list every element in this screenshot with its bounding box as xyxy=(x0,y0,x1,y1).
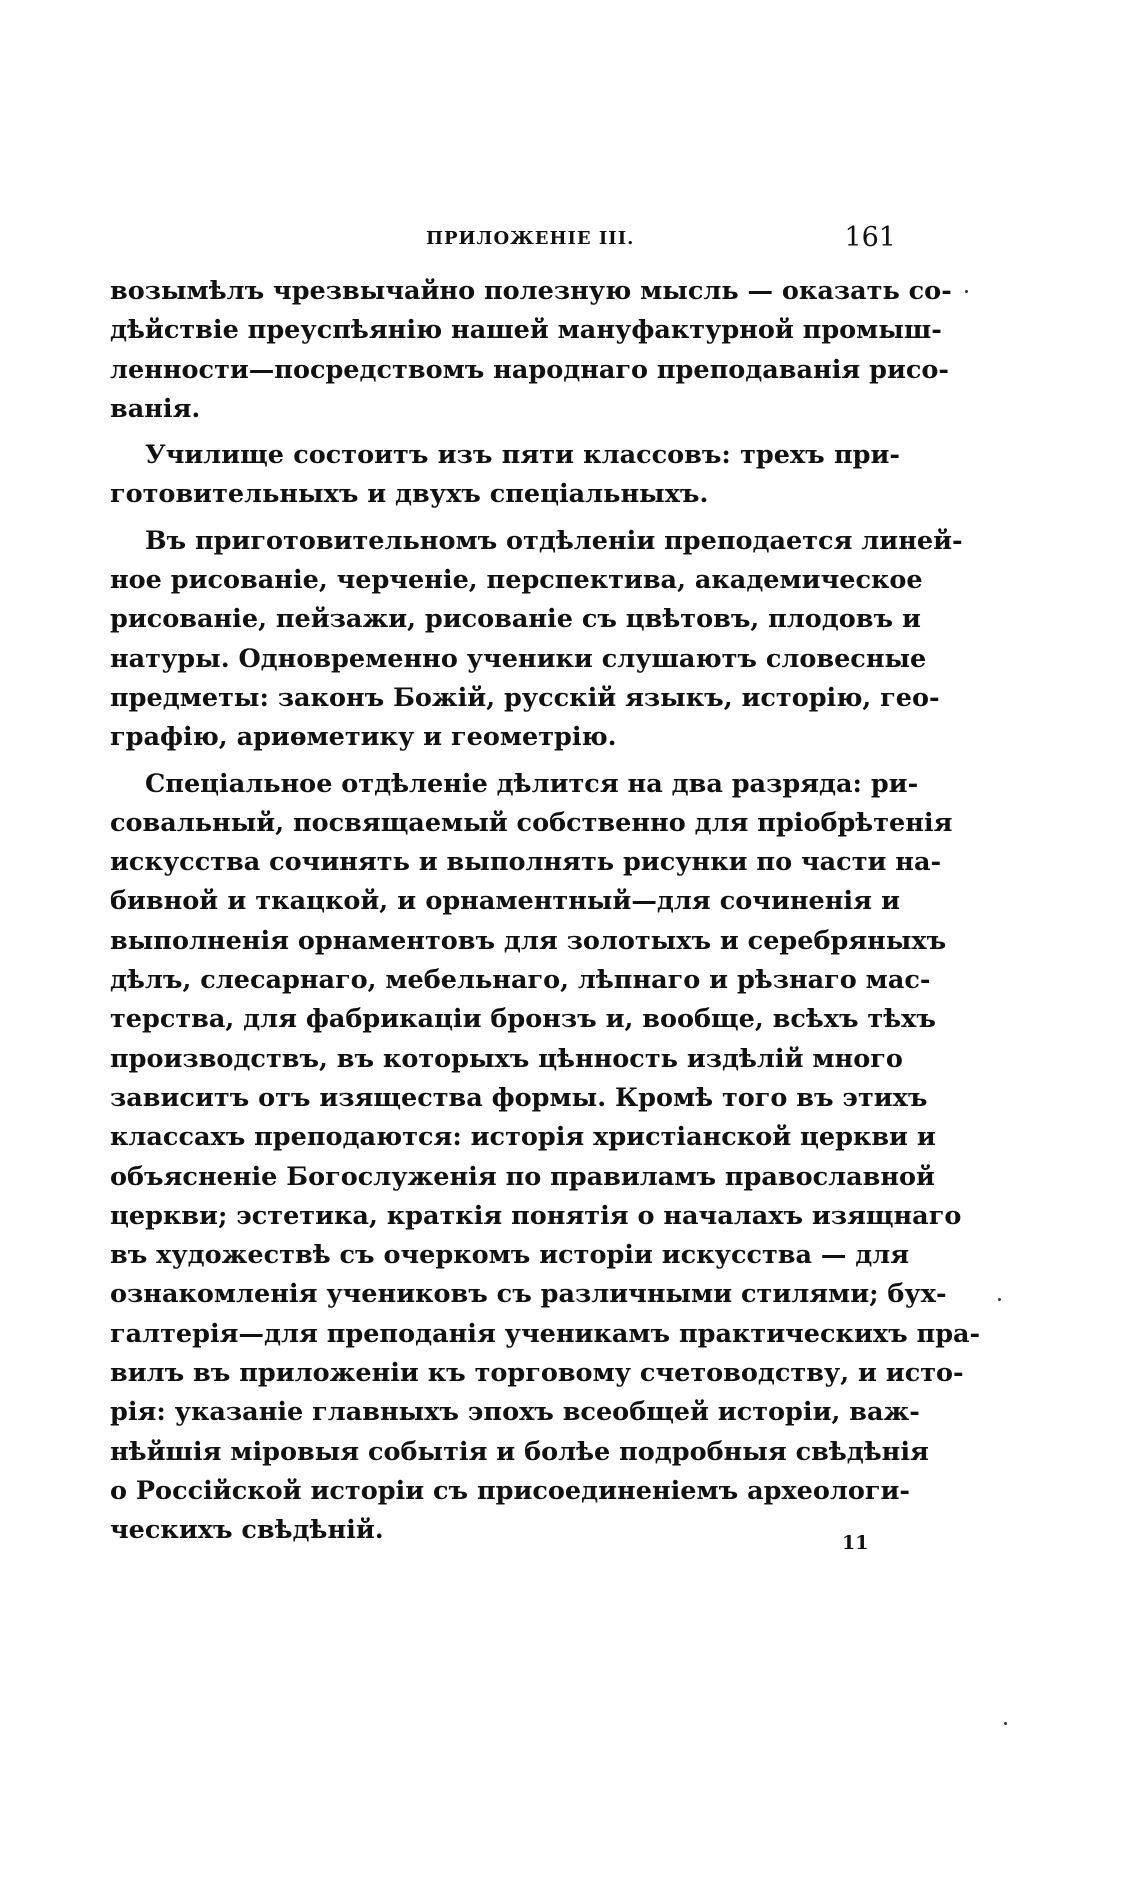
text-line: совальный, посвящаемый собственно для пріобрѣтенія xyxy=(110,807,953,838)
text-line: производствъ, въ которыхъ цѣнность издѣлій много xyxy=(110,1043,903,1074)
text-line: натуры. Одновременно ученики слушаютъ словесные xyxy=(110,643,927,674)
text-line: зависитъ отъ изящества формы. Кромѣ того въ этихъ xyxy=(110,1082,928,1113)
text-line: выполненія орнаментовъ для золотыхъ и серебряныхъ xyxy=(110,925,947,956)
text-line: вилъ въ приложеніи къ торговому счетоводству, и исто- xyxy=(110,1358,964,1389)
text-line: ознакомленія учениковъ съ различными стилями; бух- xyxy=(110,1279,947,1310)
text-line: Спеціальное отдѣленіе дѣлится на два разряда: ри- xyxy=(145,768,919,799)
text-line: ческихъ свѣдѣній. xyxy=(110,1515,384,1546)
text-line: искусства сочинять и выполнять рисунки по части на- xyxy=(110,847,942,878)
text-line: ное рисованіе, черченіе, перспектива, академическое xyxy=(110,565,923,596)
text-line: предметы: законъ Божій, русскій языкъ, исторію, гео- xyxy=(110,682,940,713)
paragraph-gap xyxy=(110,515,900,522)
text-line: дѣйствіе преуспѣянію нашей мануфактурной промыш- xyxy=(110,315,942,346)
signature-mark: 11 xyxy=(842,1532,869,1554)
print-speck xyxy=(998,1298,1001,1301)
text-line: церкви; эстетика, краткія понятія о началахъ изящнаго xyxy=(110,1200,962,1231)
text-line: ванія. xyxy=(110,393,201,424)
running-title: ПРИЛОЖЕНІЕ III. xyxy=(426,228,635,249)
body-text xyxy=(110,272,981,1551)
text-line: галтерія—для преподанія ученикамъ практическихъ пра- xyxy=(110,1318,981,1349)
paragraph-gap xyxy=(110,758,900,765)
paragraph xyxy=(110,522,963,758)
text-line: въ художествѣ съ очеркомъ исторіи искусства — для xyxy=(110,1240,910,1271)
paragraph xyxy=(110,436,900,515)
text-line: готовительныхъ и двухъ спеціальныхъ. xyxy=(110,479,709,510)
page-number: 161 xyxy=(844,222,896,253)
text-line: возымѣлъ чрезвычайно полезную мысль — оказать со- xyxy=(110,276,952,306)
text-line: Училище состоитъ изъ пяти классовъ: трехъ при- xyxy=(145,440,900,471)
text-line: бивной и ткацкой, и орнаментный—для сочиненія и xyxy=(110,886,900,917)
text-line: дѣлъ, слесарнаго, мебельнаго, лѣпнаго и рѣзнаго мас- xyxy=(110,965,931,996)
print-speck xyxy=(1004,1722,1007,1725)
text-line: Въ приготовительномъ отдѣленіи преподается линей- xyxy=(145,525,963,556)
text-line: классахъ преподаются: исторія христіанской церкви и xyxy=(110,1122,936,1153)
text-line: терства, для фабрикаціи бронзъ и, вообще, всѣхъ тѣхъ xyxy=(110,1004,936,1035)
text-line: рисованіе, пейзажи, рисованіе съ цвѣтовъ, плодовъ и xyxy=(110,604,921,635)
paragraph xyxy=(110,765,981,1551)
text-line: нѣйшія міровыя событія и болѣе подробныя свѣдѣнія xyxy=(110,1436,929,1467)
text-line: объясненіе Богослуженія по правиламъ православной xyxy=(110,1161,935,1192)
paragraph-gap xyxy=(110,429,900,436)
text-line: графію, ариѳметику и геометрію. xyxy=(110,722,617,753)
paragraph xyxy=(110,272,952,429)
text-line: о Россійской исторіи съ присоединеніемъ археологи- xyxy=(110,1475,911,1506)
running-head xyxy=(110,222,896,258)
text-line: рія: указаніе главныхъ эпохъ всеобщей исторіи, важ- xyxy=(110,1397,920,1428)
text-line: ленности—посредствомъ народнаго преподаванія рисо- xyxy=(110,354,949,385)
print-speck xyxy=(965,290,968,293)
